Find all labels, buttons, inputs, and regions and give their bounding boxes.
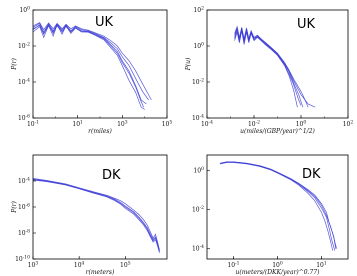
x-tick-label: $10^{-2}$ bbox=[247, 120, 261, 128]
x-tick-label: $10^1$ bbox=[72, 120, 83, 128]
country-label: DK bbox=[102, 168, 121, 183]
country-label: UK bbox=[297, 17, 316, 32]
series-line-4 bbox=[33, 180, 160, 252]
axes-frame bbox=[33, 155, 167, 259]
panel-3 bbox=[11, 155, 167, 276]
series-line-3 bbox=[33, 178, 160, 250]
y-tick-label: $10^{-2}$ bbox=[191, 206, 204, 214]
x-tick-label: $10^2$ bbox=[342, 120, 354, 128]
country-label: DK bbox=[302, 167, 321, 182]
x-tick-label: $10^3$ bbox=[27, 261, 39, 269]
panel-1 bbox=[11, 6, 172, 136]
y-tick-label: $10^{-4}$ bbox=[17, 78, 30, 86]
series-line-5 bbox=[235, 30, 301, 106]
x-axis-label: r(meters) bbox=[85, 269, 115, 276]
series-line-1 bbox=[33, 25, 145, 110]
y-axis-label: P(r) bbox=[11, 201, 18, 213]
y-tick-label: $10^{-2}$ bbox=[17, 42, 30, 50]
y-tick-label: $10^{-4}$ bbox=[191, 114, 204, 122]
y-tick-label: $10^{-4}$ bbox=[191, 245, 204, 253]
x-tick-label: $10^0$ bbox=[295, 120, 307, 128]
panel-4 bbox=[192, 155, 348, 276]
country-label: UK bbox=[95, 15, 114, 30]
x-tick-label: $10^0$ bbox=[272, 261, 283, 269]
y-tick-label: $10^{-4}$ bbox=[17, 177, 30, 185]
x-tick-label: $10^5$ bbox=[120, 261, 131, 269]
y-tick-label: $10^{-2}$ bbox=[191, 78, 204, 86]
x-tick-label: $10^{-1}$ bbox=[26, 120, 40, 128]
y-tick-label: $10^{-6}$ bbox=[17, 203, 30, 211]
series-line-3 bbox=[33, 23, 149, 100]
y-tick-label: $10^{-10}$ bbox=[15, 255, 30, 263]
y-tick-label: $10^2$ bbox=[193, 6, 204, 14]
axes-frame bbox=[207, 155, 348, 259]
x-tick-label: $10^{-1}$ bbox=[227, 261, 240, 269]
y-tick-label: $10^0$ bbox=[19, 6, 30, 14]
series-line-5 bbox=[33, 25, 144, 107]
x-axis-label: u(miles/(GBP/year)^1/2) bbox=[240, 128, 315, 135]
series-line-2 bbox=[33, 24, 146, 104]
x-axis-label: r(miles) bbox=[88, 128, 112, 135]
y-tick-label: $10^0$ bbox=[193, 166, 204, 175]
series-line-2 bbox=[33, 179, 160, 251]
x-tick-label: $10^4$ bbox=[73, 261, 85, 269]
x-tick-label: $10^1$ bbox=[316, 261, 327, 269]
x-tick-label: $10^3$ bbox=[117, 120, 128, 128]
y-tick-label: $10^0$ bbox=[193, 42, 204, 50]
y-axis-label: P(r) bbox=[11, 58, 18, 70]
y-axis-label: P(u) bbox=[185, 57, 192, 71]
x-tick-label: $10^5$ bbox=[161, 120, 173, 128]
axes-frame bbox=[207, 10, 348, 118]
x-tick-label: $10^{-4}$ bbox=[200, 120, 214, 128]
y-tick-label: $10^{-6}$ bbox=[17, 114, 30, 122]
panel-2 bbox=[185, 6, 353, 136]
y-tick-label: $10^{-8}$ bbox=[17, 229, 30, 237]
x-axis-label: u(meters/(DKK/year)^0.77) bbox=[235, 269, 320, 276]
